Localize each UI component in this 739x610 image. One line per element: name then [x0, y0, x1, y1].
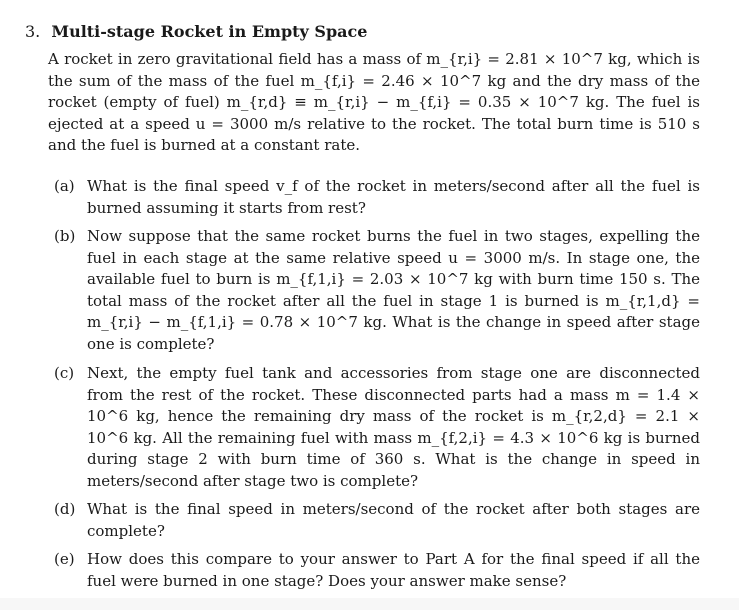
- problem-intro: A rocket in zero gravitational field has a mass of m_{r,i} = 2.81 × 10^7 kg, which is the sum of the mass of the fuel m_{f,i} = 2.46 × 10^7 kg and the dry mass of the rocket (empty of fuel) m_{r,d} ≡ m_{r,i} − m_{f,i} = 0.35 × 10^7 kg. The fuel is ejected at a speed u = 3000 m/s relative to the rocket. The total burn time is 510 s and the fuel is burned at a constant rate.: [48, 50, 700, 154]
- question-text: How does this compare to your answer to Part A for the final speed if all the fuel were burned in one stage? Does your answer make sense?: [87, 550, 700, 590]
- question-text: Next, the empty fuel tank and accessories from stage one are disconnected from the rest of the rocket. These disconnected parts had a mass m = 1.4 × 10^6 kg, hence the remaining dry mass of the rocket is m_{r,2,d} = 2.1 × 10^6 kg. All the remaining fuel with mass m_{f,2,i} = 4.3 × 10^6 kg is burned during stage 2 with burn time of 360 s. What is the change in speed in meters/second after stage two is complete?: [87, 364, 700, 490]
- question-part-b: [54, 226, 700, 355]
- question-part-d: [54, 499, 700, 542]
- page-bottom-band: [0, 598, 739, 610]
- question-label: (b): [54, 227, 76, 245]
- question-text: What is the final speed v_f of the rocket in meters/second after all the fuel is burned assuming it starts from rest?: [87, 177, 700, 217]
- problem-number: 3.: [25, 22, 41, 41]
- question-label: (a): [54, 177, 75, 195]
- problem-heading: [25, 21, 367, 43]
- question-label: (c): [54, 364, 75, 382]
- question-part-c: [54, 363, 700, 492]
- question-text: Now suppose that the same rocket burns the fuel in two stages, expelling the fuel in each stage at the same relative speed u = 3000 m/s. In stage one, the available fuel to burn is m_{f,1,i} = 2.03 × 10^7 kg with burn time 150 s. The total mass of the rocket after all the fuel in stage 1 is burned is m_{r,1,d} = m_{r,i} − m_{f,1,i} = 0.78 × 10^7 kg. What is the change in speed after stage one is complete?: [87, 227, 700, 353]
- question-label: (e): [54, 550, 75, 568]
- question-label: (d): [54, 500, 76, 518]
- problem-title: Multi-stage Rocket in Empty Space: [51, 22, 368, 41]
- question-part-a: [54, 176, 700, 219]
- question-list: [54, 176, 700, 599]
- question-text: What is the final speed in meters/second of the rocket after both stages are complete?: [87, 500, 700, 540]
- question-part-e: [54, 549, 700, 592]
